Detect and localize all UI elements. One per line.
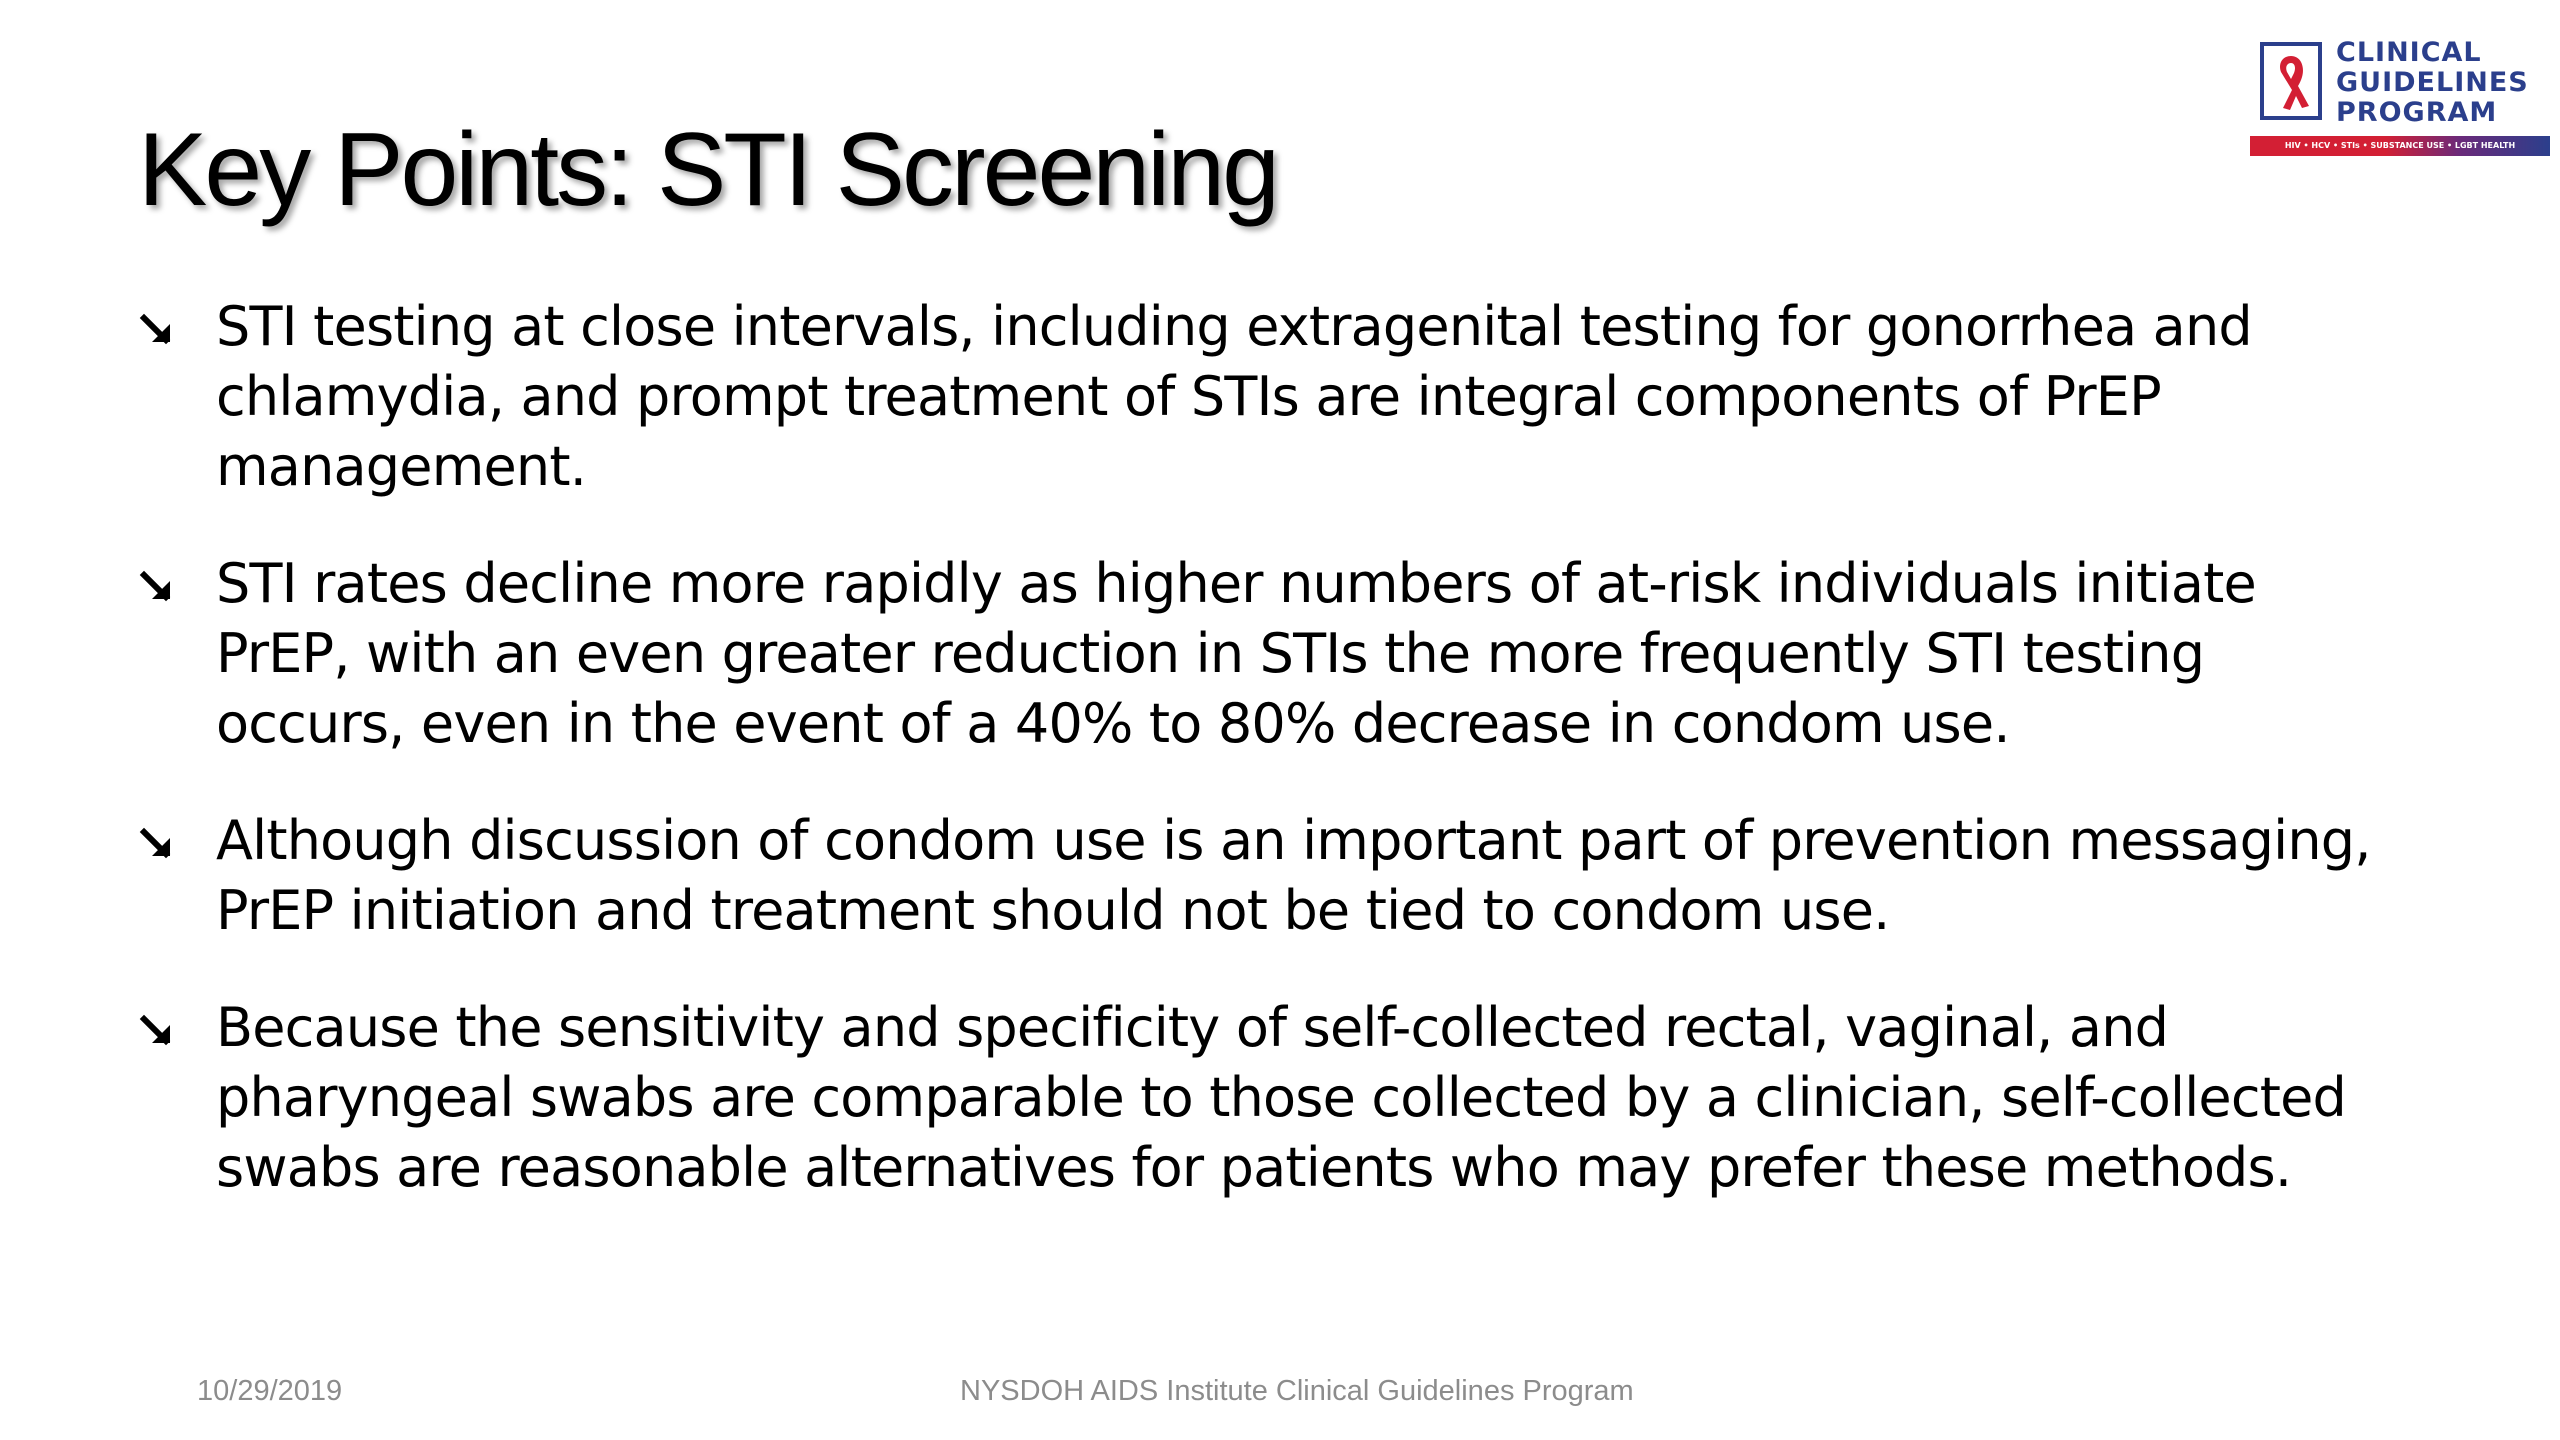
arrow-down-right-icon — [138, 310, 178, 350]
arrow-down-right-icon — [138, 1011, 178, 1051]
red-ribbon-icon — [2268, 52, 2314, 112]
bullet-item — [138, 549, 2388, 759]
bullet-item — [138, 806, 2388, 946]
logo-line-2: GUIDELINES — [2336, 67, 2529, 98]
footer-program-name: NYSDOH AIDS Institute Clinical Guidelines Program — [960, 1375, 1634, 1407]
logo-line-3: PROGRAM — [2336, 97, 2498, 128]
clinical-guidelines-logo — [2250, 38, 2550, 163]
bullet-text: STI rates decline more rapidly as higher numbers of at-risk individuals initiate PrEP, with an even greater reduction in STIs the more frequently STI testing occurs, even in the event of a 40% to 80% decrease in condom use. — [216, 552, 2256, 755]
bullet-item — [138, 292, 2388, 502]
logo-line-1: CLINICAL — [2336, 37, 2482, 68]
bullet-text: STI testing at close intervals, including extragenital testing for gonorrhea and chlamydia, and prompt treatment of STIs are integral components of PrEP management. — [216, 295, 2252, 498]
bullet-list — [138, 292, 2388, 1250]
arrow-down-right-icon — [138, 567, 178, 607]
slide-title: Key Points: STI Screening — [138, 112, 1277, 228]
bullet-item — [138, 993, 2388, 1203]
logo-tagline-bar: HIV • HCV • STIs • SUBSTANCE USE • LGBT HEALTH — [2250, 136, 2550, 156]
bullet-text: Although discussion of condom use is an important part of prevention messaging, PrEP initiation and treatment should not be tied to condom use. — [216, 809, 2371, 942]
footer-date: 10/29/2019 — [197, 1375, 343, 1407]
arrow-down-right-icon — [138, 824, 178, 864]
logo-wordmark — [2336, 38, 2529, 128]
logo-ribbon-frame — [2260, 42, 2322, 120]
bullet-text: Because the sensitivity and specificity of self-collected rectal, vaginal, and pharyngeal swabs are comparable to those collected by a clinician, self-collected swabs are reasonable alternatives for patients who may prefer these methods. — [216, 996, 2347, 1199]
